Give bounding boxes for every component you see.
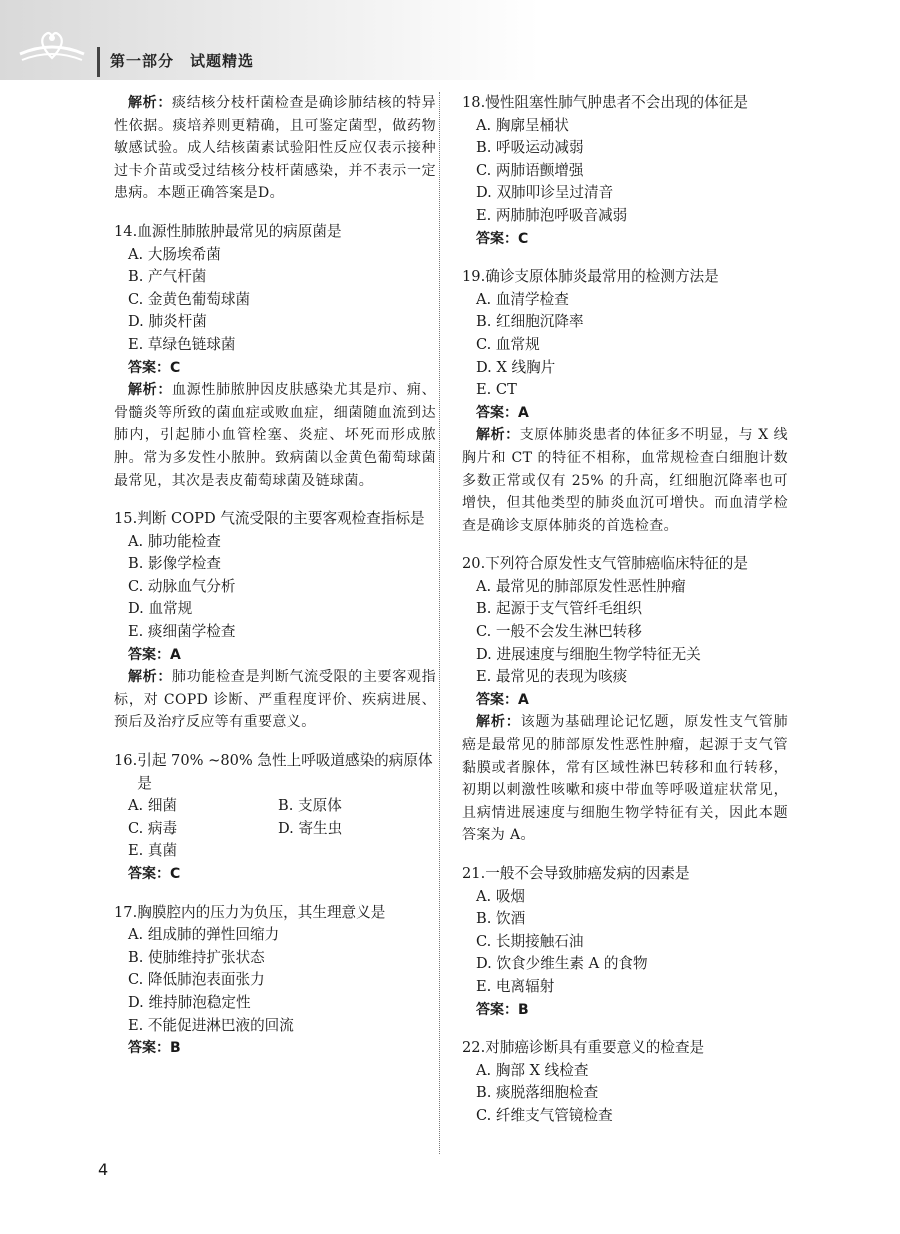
- option-item: E. CT: [476, 381, 517, 399]
- explanation-paragraph: [114, 666, 436, 734]
- option-item: D. 寄生虫: [278, 819, 343, 837]
- question-text: 一般不会导致肺癌发病的因素是: [485, 865, 690, 882]
- answer-label: 答案：: [476, 230, 518, 247]
- question-number: 15.: [114, 510, 138, 528]
- answer-value: A: [170, 646, 181, 663]
- question-stem: [114, 508, 436, 531]
- explanation-text: 肺功能检查是判断气流受限的主要客观指标，对 COPD 诊断、严重程度评价、疾病进展、预后及治疗反应等有重要意义。: [114, 669, 437, 731]
- option-item: A. 胸廓呈桶状: [476, 116, 569, 134]
- answer-line: [462, 228, 788, 251]
- question-stem: [114, 750, 436, 795]
- question-stem: [462, 863, 788, 886]
- question-block: [114, 902, 436, 1060]
- question-stem: [462, 1037, 788, 1060]
- question-number: 14.: [114, 222, 138, 240]
- question-number: 22.: [462, 1039, 486, 1057]
- explanation-label: 解析：: [476, 427, 520, 444]
- option-item: A. 血清学检查: [476, 290, 569, 308]
- option-item: A. 大肠埃希菌: [128, 245, 221, 263]
- option-item: B. 使肺维持扩张状态: [128, 948, 265, 966]
- question-text: 下列符合原发性支气管肺癌临床特征的是: [485, 555, 748, 573]
- explanation-paragraph: [114, 92, 436, 205]
- question-block: [462, 266, 788, 537]
- answer-line: [114, 1037, 436, 1060]
- question-stem: [462, 553, 788, 576]
- option-item: C. 纤维支气管镜检查: [476, 1106, 613, 1124]
- question-block: [114, 92, 436, 205]
- options-grid: [114, 795, 436, 863]
- answer-label: 答案：: [128, 1040, 170, 1057]
- explanation-paragraph: [462, 711, 788, 847]
- option-item: C. 金黄色葡萄球菌: [128, 290, 251, 308]
- right-column: [462, 92, 788, 1144]
- answer-line: [462, 689, 788, 712]
- explanation-text: 痰结核分枝杆菌检查是确诊肺结核的特异性依据。痰培养则更精确，且可鉴定菌型，做药物敏感试验。成人结核菌素试验阳性反应仅表示接种过卡介苗或受过结核分枝杆菌感染，并不表示一定患病。本题正确答案是D。: [114, 95, 437, 202]
- explanation-paragraph: [114, 379, 436, 492]
- answer-value: C: [518, 230, 529, 247]
- question-block: [462, 92, 788, 250]
- explanation-label: 解析：: [476, 714, 521, 731]
- option-item: C. 降低肺泡表面张力: [128, 971, 265, 989]
- option-item: B. 起源于支气管纤毛组织: [476, 600, 642, 618]
- question-text: 确诊支原体肺炎最常用的检测方法是: [485, 268, 719, 286]
- answer-line: [114, 863, 436, 886]
- option-item: A. 吸烟: [476, 887, 526, 905]
- option-item: E. 电离辐射: [476, 977, 555, 995]
- answer-label: 答案：: [128, 866, 170, 882]
- option-item: D. 饮食少维生素 A 的食物: [476, 955, 648, 973]
- option-item: D. 维持肺泡稳定性: [128, 993, 251, 1011]
- question-stem: [114, 221, 436, 244]
- option-item: A. 细菌: [128, 797, 178, 815]
- answer-line: [114, 357, 436, 380]
- question-text: 慢性阻塞性肺气肿患者不会出现的体征是: [485, 94, 748, 111]
- option-item: C. 长期接触石油: [476, 932, 584, 950]
- option-item: E. 最常见的表现为咳痰: [476, 668, 628, 686]
- explanation-label: 解析：: [128, 669, 173, 686]
- option-item: E. 草绿色链球菌: [128, 335, 236, 353]
- answer-value: C: [170, 359, 181, 376]
- explanation-label: 解析：: [128, 95, 173, 111]
- question-block: [114, 750, 436, 886]
- question-number: 21.: [462, 865, 486, 882]
- header-accent-bar: [97, 47, 100, 77]
- answer-label: 答案：: [128, 646, 170, 663]
- question-text: 血源性肺脓肿最常见的病原菌是: [137, 222, 342, 240]
- answer-label: 答案：: [476, 691, 518, 708]
- option-item: D. 进展速度与细胞生物学特征无关: [476, 645, 701, 663]
- column-divider: [439, 92, 440, 1154]
- question-text: 判断 COPD 气流受限的主要客观检查指标是: [137, 510, 425, 528]
- option-item: D. 血常规: [128, 600, 193, 618]
- question-number: 19.: [462, 268, 486, 286]
- answer-line: [462, 402, 788, 425]
- answer-line: [114, 644, 436, 667]
- option-item: B. 饮酒: [476, 910, 526, 928]
- question-stem: [114, 902, 436, 925]
- question-number: 18.: [462, 94, 486, 111]
- option-item: C. 血常规: [476, 335, 540, 353]
- answer-value: A: [518, 404, 529, 421]
- question-text: 对肺癌诊断具有重要意义的检查是: [485, 1039, 705, 1057]
- answer-label: 答案：: [128, 359, 170, 376]
- question-block: [114, 221, 436, 492]
- explanation-label: 解析：: [128, 382, 173, 399]
- question-text: 引起 70% ~80% 急性上呼吸道感染的病原体是: [137, 752, 433, 792]
- option-item: A. 最常见的肺部原发性恶性肿瘤: [476, 577, 686, 595]
- explanation-text: 该题为基础理论记忆题，原发性支气管肺癌是最常见的肺部原发性恶性肿瘤，起源于支气管黏膜或者腺体，常有区域性淋巴转移和血行转移，初期以刺激性咳嗽和痰中带血等呼吸道症状常见，且病情进展速度与细胞生物学特征有关，因此本题答案为 A。: [462, 714, 788, 844]
- option-item: C. 两肺语颤增强: [476, 161, 584, 179]
- answer-value: B: [170, 1040, 181, 1057]
- option-item: E. 不能促进淋巴液的回流: [128, 1016, 294, 1034]
- explanation-paragraph: [462, 424, 788, 537]
- answer-value: A: [518, 691, 529, 708]
- answer-value: B: [518, 1001, 529, 1018]
- option-item: B. 支原体: [278, 797, 342, 815]
- option-item: B. 红细胞沉降率: [476, 313, 584, 331]
- option-item: D. X 线胸片: [476, 358, 556, 376]
- book-logo-icon: [14, 26, 90, 72]
- answer-label: 答案：: [476, 1001, 518, 1018]
- option-item: B. 痰脱落细胞检查: [476, 1084, 599, 1102]
- question-block: [462, 553, 788, 847]
- option-item: A. 肺功能检查: [128, 532, 221, 550]
- question-stem: [462, 92, 788, 115]
- left-column: [114, 92, 436, 1076]
- explanation-text: 支原体肺炎患者的体征多不明显，与 X 线胸片和 CT 的特征不相称，血常规检查白细胞计数多数正常或仅有 25% 的升高，红细胞沉降率也可增快，但其他类型的肺炎血沉可增快。而血清学检查是确诊支原体肺炎的首选检查。: [462, 427, 788, 534]
- option-item: A. 胸部 X 线检查: [476, 1061, 589, 1079]
- option-item: D. 双肺叩诊呈过清音: [476, 184, 614, 202]
- question-block: [462, 1037, 788, 1127]
- question-number: 20.: [462, 555, 486, 573]
- section-title: 第一部分 试题精选: [110, 52, 255, 70]
- option-item: E. 两肺肺泡呼吸音减弱: [476, 206, 628, 224]
- option-item: B. 影像学检查: [128, 555, 221, 573]
- question-number: 17.: [114, 903, 138, 921]
- answer-label: 答案：: [476, 404, 518, 421]
- option-item: C. 动脉血气分析: [128, 577, 236, 595]
- question-block: [114, 508, 436, 734]
- explanation-text: 血源性肺脓肿因皮肤感染尤其是疖、痈、骨髓炎等所致的菌血症或败血症，细菌随血流到达肺内，引起肺小血管栓塞、炎症、坏死而形成脓肿。常为多发性小脓肿。致病菌以金黄色葡萄球菌最常见，其次是表皮葡萄球菌及链球菌。: [114, 382, 437, 489]
- option-item: B. 产气杆菌: [128, 268, 207, 286]
- option-item: E. 真菌: [128, 842, 178, 860]
- option-item: E. 痰细菌学检查: [128, 623, 236, 641]
- question-stem: [462, 266, 788, 289]
- option-item: C. 病毒: [128, 819, 178, 837]
- answer-value: C: [170, 866, 181, 882]
- answer-line: [462, 999, 788, 1022]
- question-block: [462, 863, 788, 1021]
- option-item: D. 肺炎杆菌: [128, 313, 207, 331]
- question-number: 16.: [114, 752, 138, 770]
- option-item: C. 一般不会发生淋巴转移: [476, 623, 642, 641]
- question-text: 胸膜腔内的压力为负压，其生理意义是: [137, 903, 386, 921]
- option-item: A. 组成肺的弹性回缩力: [128, 926, 280, 944]
- page-header: [0, 0, 900, 80]
- page-number: 4: [98, 1160, 109, 1179]
- option-item: B. 呼吸运动减弱: [476, 139, 584, 157]
